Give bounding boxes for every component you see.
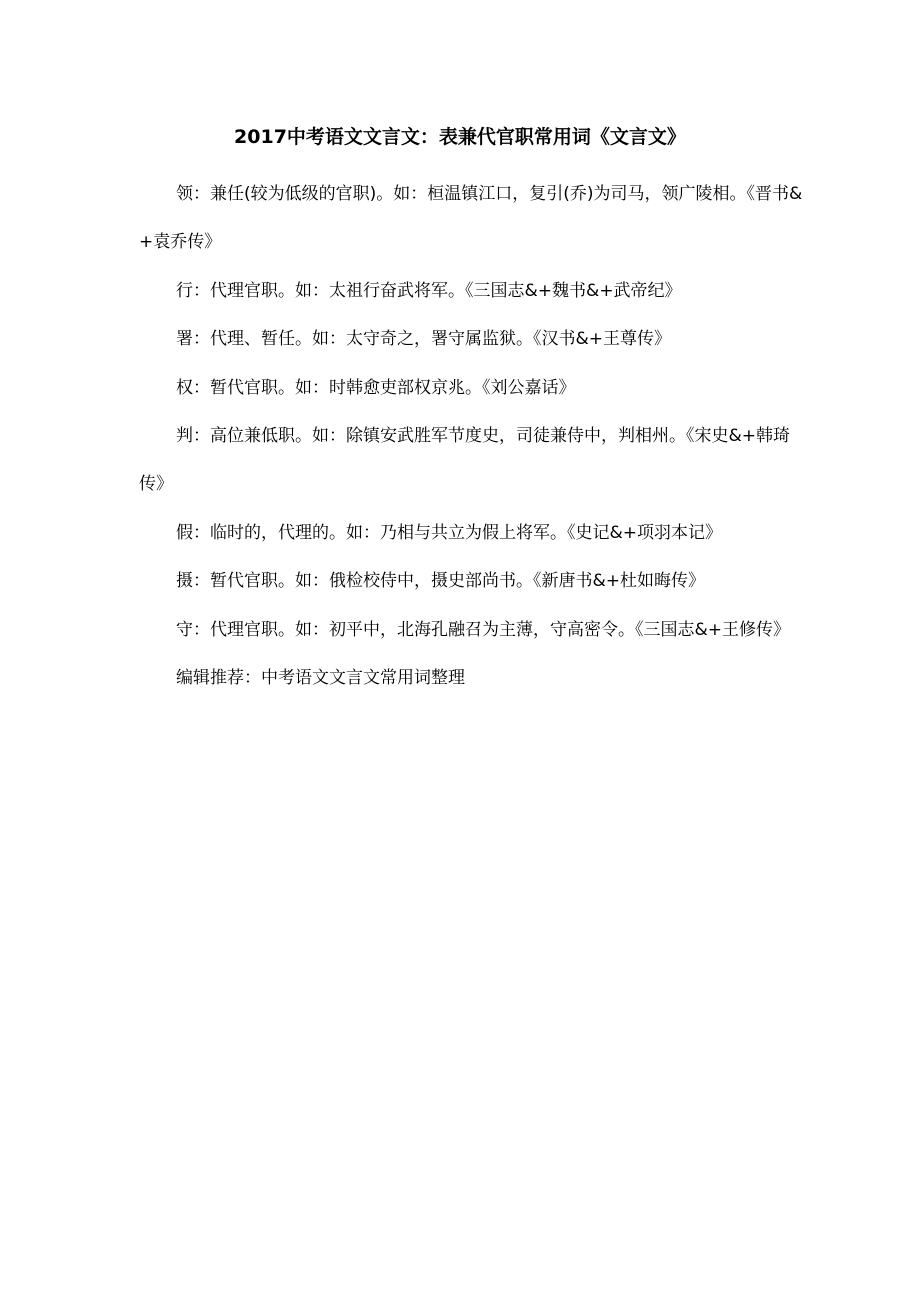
document-body (139, 170, 803, 702)
paragraph-pan: 判：高位兼低职。如：除镇安武胜军节度史，司徒兼侍中，判相州。《宋史&+韩琦传》 (139, 426, 790, 495)
paragraph-xing: 行：代理官职。如：太祖行奋武将军。《三国志&+魏书&+武帝纪》 (176, 280, 682, 301)
editor-recommendation: 编辑推荐：中考语文文言文常用词整理 (176, 668, 465, 689)
document-title: 2017中考语文文言文：表兼代官职常用词《文言文》 (234, 126, 686, 148)
paragraph-shu: 署：代理、暂任。如：太守奇之，署守属监狱。《汉书&+王尊传》 (176, 329, 671, 350)
paragraph-jia: 假：临时的，代理的。如：乃相与共立为假上将军。《史记&+项羽本记》 (176, 522, 722, 543)
paragraph-ling: 领：兼任(较为低级的官职)。如：桓温镇江口，复引(乔)为司马，领广陵相。《晋书&+袁乔传》 (139, 184, 803, 253)
paragraph-shou: 守：代理官职。如：初平中，北海孔融召为主薄，守高密令。《三国志&+王修传》 (176, 619, 790, 640)
paragraph-she: 摄：暂代官职。如：俄检校侍中，摄史部尚书。《新唐书&+杜如晦传》 (176, 571, 705, 592)
paragraph-quan: 权：暂代官职。如：时韩愈吏部权京兆。《刘公嘉话》 (176, 377, 576, 398)
